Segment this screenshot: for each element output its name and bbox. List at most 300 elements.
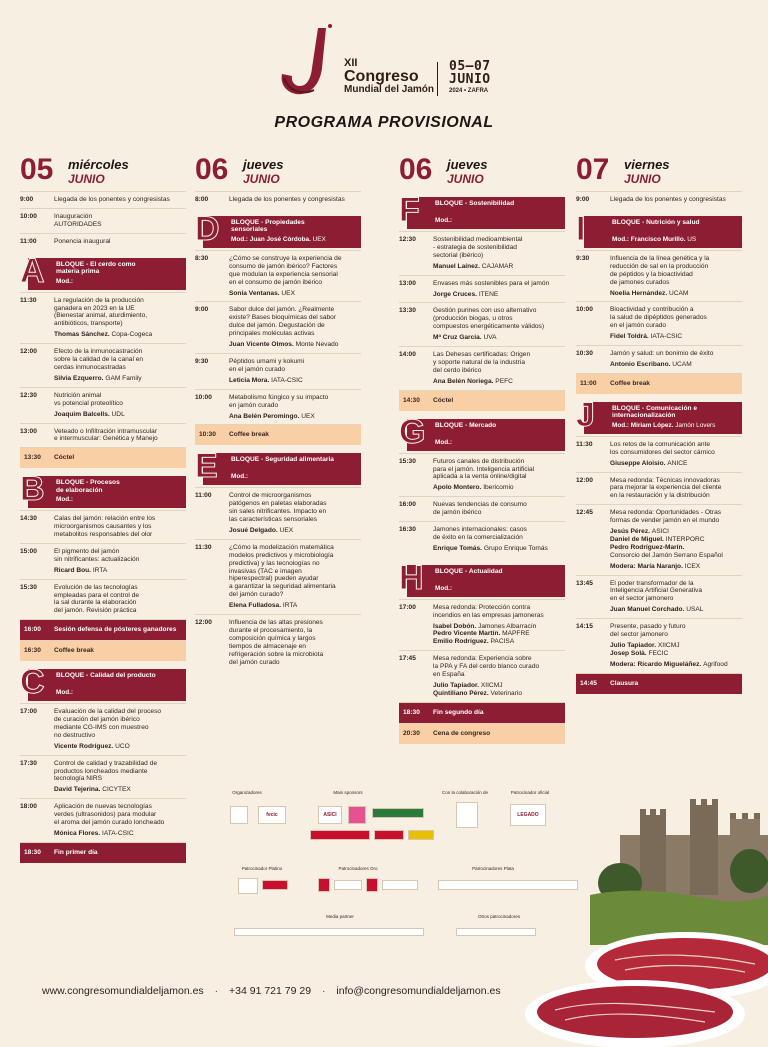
row-title: Jamón y salud: un bonimio de éxito [610, 350, 714, 358]
speaker: Leticia Mora. IATA-CSIC [229, 376, 303, 384]
schedule-row [576, 345, 742, 373]
speaker-extra: Consorcio del Jamón Serrano Español [610, 551, 723, 559]
speaker-org: INTERPORC [665, 535, 705, 543]
block-moderator [56, 279, 182, 285]
speaker: Sonia Ventanas. UEX [229, 289, 295, 297]
row-time: 10:00 [195, 393, 212, 401]
row-title: Bioactividad y contribución a la salud de dipéptidos generados en el jamón curado [610, 306, 707, 330]
schedule-row [576, 301, 742, 345]
row-time: 14:00 [399, 351, 416, 359]
main-sponsor-logo-icon [348, 806, 366, 824]
speaker-org: ASICI [651, 528, 670, 536]
speaker-org: IATA-CSIC [271, 376, 303, 384]
speaker-org: CAJAMAR [481, 262, 514, 270]
row-content [433, 730, 565, 738]
row-time: 16:00 [24, 626, 41, 634]
row-time: 14:30 [20, 515, 37, 523]
schedule-row [20, 387, 186, 423]
day-name: jueves [447, 157, 488, 172]
row-title: Influencia de la línea genética y la reducción de sal en la producción de péptidos y la bioactividad de jamones curados [610, 254, 710, 286]
moderator-name: Mod.: Francisco Murillo. [612, 235, 688, 243]
row-time: 11:00 [20, 237, 37, 245]
row-title: Control de calidad y trazabilidad de productos loncheados mediante tecnología NIRS [54, 759, 157, 783]
row-time: 13:30 [24, 454, 41, 462]
row-content [54, 297, 186, 340]
day-name: jueves [243, 157, 284, 172]
block-moderator [231, 474, 357, 480]
oro-logo-4-icon [382, 880, 418, 890]
row-time: 11:30 [20, 296, 37, 304]
speaker: Juan Manuel Corchado. USAL [610, 606, 704, 614]
row-time: 17:30 [20, 759, 37, 767]
moderator-name: Mod.: Juan José Córdoba. [231, 235, 313, 243]
speaker: Apolo Montero. Ibericomio [433, 484, 514, 492]
speaker: Ricard Bou. IRTA [54, 566, 108, 574]
row-content [610, 255, 742, 298]
schedule-bar [576, 373, 742, 394]
row-time: 12:45 [576, 509, 593, 517]
row-time: 8:30 [195, 254, 209, 262]
schedule-row [399, 650, 565, 702]
row-title: Control de microorganismos patógenos en paletas elaboradas sin sales nitrificantes. Impacto en las características sensoriales [229, 492, 327, 524]
logo-xii: XII [344, 57, 358, 69]
speaker: Josué Delgado. UEX [229, 526, 294, 534]
row-time: 14:30 [403, 396, 420, 404]
speaker-list: Jesús Pérez. ASICI Daniel de Miguel. INTERPORC Pedro Rodríguez-Marín. Consorcio del Jamón Serrano Español [610, 528, 723, 559]
speaker-org: IATA-CSIC [650, 333, 683, 341]
row-time: 18:00 [20, 803, 37, 811]
platino-logo-1-icon [238, 878, 258, 894]
speaker-org: USAL [686, 606, 704, 614]
block-moderator [56, 690, 182, 696]
row-time: 8:00 [195, 196, 209, 203]
schedule-row [20, 423, 186, 448]
schedule-row [399, 346, 565, 390]
row-time: 10:30 [199, 431, 216, 439]
block-letter: A [20, 251, 45, 290]
session-block-j [576, 395, 742, 434]
speaker: Mónica Flores. IATA-CSIC [54, 829, 134, 837]
row-time: 13:30 [399, 307, 416, 315]
schedule-row [576, 504, 742, 574]
schedule-row [576, 575, 742, 619]
speaker-org: XIICMJ [657, 642, 680, 649]
footer-separator-icon: · [214, 985, 219, 997]
row-time: 17:00 [399, 603, 416, 611]
row-title: El poder transformador de la Inteligencia Artificial Generativa en el sector jamonero [610, 579, 702, 603]
row-title: ¿Cómo la modelización matemática modelos predictivos y microbiología predictiva) y las tecnologías no invasivas (TAC e imagen hiperespectral) pueden ayudar a garantizar la seguridad alimentaria del jamón curado? [229, 543, 336, 599]
session-block-i [576, 209, 742, 248]
row-title: Sesión defensa de pósteres ganadores [54, 626, 177, 634]
speaker: Modera: Ricardo Migueláñez. Agrifood [610, 660, 728, 668]
speaker-org: IRTA [92, 566, 108, 574]
day-column-06-a [195, 153, 361, 671]
block-moderator [435, 218, 561, 224]
row-title: Mesa redonda: Experiencia sobre la PPA y FA del cerdo blanco curado en España [433, 655, 540, 679]
row-title: Efecto de la inmunocastración sobre la calidad de la canal en cerdas inmunocastradas [54, 348, 144, 371]
row-time: 10:00 [20, 212, 37, 220]
speaker: Noelia Hernández. UCAM [610, 289, 689, 297]
row-content [229, 544, 361, 610]
row-title: Cena de congreso [433, 729, 491, 737]
row-title: Envases más sostenibles para el jamón [433, 279, 550, 287]
speaker: Mª Cruz García. UVA [433, 334, 497, 342]
media-partner-logos-icon [234, 928, 424, 936]
block-letter: H [399, 558, 424, 597]
row-time: 16:30 [24, 647, 41, 655]
schedule-row [576, 618, 742, 673]
row-content [610, 680, 742, 688]
day-name: viernes [624, 157, 670, 172]
row-time: 16:00 [399, 501, 416, 509]
row-time: 9:00 [195, 306, 209, 314]
row-title: Aplicación de nuevas tecnologías verdes (ultrasonidos) para modular el aroma del jamón curado loncheado [54, 803, 165, 827]
row-title: ¿Cómo se construye la experiencia de consumo de jamón ibérico? Factores que modulan la experiencia sensorial en el consumo de jamón ibérico [229, 254, 342, 286]
day-column-06-b [399, 153, 565, 744]
row-title: Calas del jamón: relación entre los microorganismos causantes y los metabolitos responsables del olor [54, 515, 156, 539]
schedule-row [195, 353, 361, 389]
day-number: 06 [399, 153, 433, 186]
schedule-bar [20, 842, 186, 863]
schedule-row [576, 436, 742, 472]
row-content [229, 394, 361, 421]
schedule-bar [399, 723, 565, 744]
row-title: Ponencia inaugural [54, 237, 111, 245]
moderator-name: Mod.: [231, 473, 249, 481]
website-link[interactable]: www.congresomundialdeljamon.es [42, 985, 204, 997]
label-plata: Patrocinadores Plata [472, 866, 514, 871]
row-title: Fin segundo día [433, 708, 484, 716]
sponsor-banner-logo-icon [310, 830, 370, 840]
row-time: 13:00 [20, 427, 37, 435]
date-month: JUNIO [449, 72, 491, 87]
session-block-b [20, 470, 186, 509]
label-patrocinador-oficial: Patrocinador oficial [510, 790, 550, 795]
row-content [54, 760, 186, 795]
speaker-org: UCO [115, 742, 130, 750]
session-block-g [399, 412, 565, 451]
block-letter: G [399, 412, 426, 451]
block-moderator: Mod.: Miriam López. Jamón Lovers [612, 421, 716, 429]
row-title: Llegada de los ponentes y congresistas [610, 196, 726, 203]
speaker: Elena Fulladosa. IRTA [229, 602, 298, 610]
schedule-bar [576, 673, 742, 694]
day-header [399, 153, 565, 189]
speaker-org: PACISA [490, 638, 515, 646]
row-title: Jamones internacionales: casos de éxito en la comercialización [433, 526, 527, 541]
schedule-row [195, 301, 361, 353]
speaker-org: XIICMJ [480, 682, 503, 689]
row-time: 18:30 [24, 848, 41, 856]
schedule-row [195, 191, 361, 208]
speaker-org: UEX [279, 526, 294, 534]
session-block-a [20, 251, 186, 290]
row-title: La regulación de la producción ganadera en 2023 en la UE (Bienestar animal, aturdimiento, antibióticos, transporte) [54, 296, 148, 328]
row-time: 15:30 [399, 457, 416, 465]
schedule-row [20, 755, 186, 799]
row-content [229, 196, 361, 204]
row-time: 9:00 [20, 196, 34, 203]
moderator-name: Mod.: [56, 496, 74, 504]
schedule-row [195, 487, 361, 539]
schedule-row [399, 231, 565, 275]
row-time: 9:30 [195, 357, 209, 365]
schedule-row [399, 521, 565, 557]
castle-illustration-icon [590, 795, 768, 945]
row-time: 9:30 [576, 254, 590, 262]
row-content [54, 454, 186, 462]
session-block-e [195, 447, 361, 486]
row-time: 15:30 [20, 583, 37, 591]
schedule-row [399, 302, 565, 346]
date-year-place: 2024 • ZAFRA [449, 88, 489, 94]
row-time: 12:30 [20, 391, 37, 399]
row-content [610, 306, 742, 341]
row-time: 11:00 [195, 492, 212, 500]
session-block-d [195, 209, 361, 248]
row-time: 11:00 [580, 379, 597, 387]
row-title: Sabor dulce del jamón. ¿Realmente existe? Bases bioquímicas del sabor dulce del jamón. Degustación de principales moléculas activas [229, 306, 337, 338]
day-number: 05 [20, 153, 54, 186]
organizer-logo-icon [230, 806, 248, 824]
row-title: Coffee break [54, 647, 94, 655]
row-content [433, 604, 565, 647]
speaker: Ana Belén Peromingo. UEX [229, 412, 315, 420]
day-header [576, 153, 742, 189]
oro-logo-1-icon [318, 878, 330, 892]
label-colaboracion: Con la colaboración de [441, 790, 489, 795]
speaker: Joaquim Balcells. UDL [54, 410, 125, 418]
moderator-name: Mod.: [56, 277, 74, 285]
row-content [433, 655, 565, 698]
schedule-row [576, 250, 742, 302]
row-content [229, 306, 361, 349]
row-content [433, 458, 565, 493]
speaker-org: UEX [281, 289, 295, 297]
row-time: 15:00 [20, 547, 37, 555]
speaker-org: Monte Nevado [295, 341, 339, 349]
block-letter: B [20, 470, 45, 509]
row-content [229, 431, 361, 439]
block-moderator: Mod.: Juan José Córdoba. UEX [231, 235, 326, 243]
row-content [229, 619, 361, 666]
schedule-row [20, 208, 186, 233]
row-content [433, 397, 565, 405]
row-title: Fin primer día [54, 848, 98, 856]
day-month: JUNIO [447, 172, 484, 186]
block-letter: E [195, 447, 218, 486]
schedule-bar [20, 447, 186, 468]
moderator-name: Mod.: [435, 584, 453, 592]
schedule-row [576, 191, 742, 208]
row-title: Influencia de las altas presiones durante el procesamiento, la composición química y largos tiempos de almacenaje en refrigeración sobre la microbiota del jamón curado [229, 619, 324, 666]
speaker: Jorge Cruces. ITENE [433, 290, 499, 298]
session-block-c [20, 663, 186, 702]
schedule-row [20, 543, 186, 579]
row-title: Veteado o Infiltración intramuscular e intermuscular: Genética y Manejo [54, 427, 158, 443]
block-title: BLOQUE - Comunicación e internacionalización [612, 404, 697, 420]
speaker: David Tejerina. CICYTEX [54, 786, 131, 794]
row-title: Las Dehesas certificadas: Origen y soporte natural de la industria del cerdo ibérico [433, 351, 531, 374]
row-content [433, 709, 565, 717]
row-content [229, 492, 361, 535]
sponsors-area [218, 790, 588, 950]
row-title: Evolución de las tecnologías empleadas para el control de la sal durante la elaboración del jamón. Revisión práctica [54, 583, 140, 615]
row-title: Evaluación de la calidad del proceso de curación del jamón ibérico mediante CG-IMS con muestreo no destructivo [54, 708, 162, 739]
schedule-row [195, 389, 361, 425]
row-title: Coffee break [610, 379, 650, 387]
day-name: miércoles [68, 157, 129, 172]
row-time: 14:45 [580, 679, 597, 687]
row-time: 11:30 [576, 440, 593, 448]
speaker-org: Copa-Cogeca [111, 331, 153, 339]
label-otros: Otros patrocinadores [477, 914, 521, 919]
row-title: Cóctel [433, 396, 454, 404]
block-title: BLOQUE - El cerdo como materia prima [56, 260, 136, 276]
row-content [54, 515, 186, 539]
row-title: Mesa redonda: Protección contra incendios en las empresas jamoneras [433, 603, 544, 619]
row-content [54, 392, 186, 419]
speaker: Ana Belén Noriega. PEFC [433, 377, 513, 385]
row-content [610, 580, 742, 615]
row-content [54, 428, 186, 444]
row-time: 13:00 [399, 279, 416, 287]
speaker: Enrique Tomás. Grupo Enrique Tomás [433, 544, 548, 552]
moderator-name: Mod.: Miriam López. [612, 421, 676, 429]
zafra-logo-icon [456, 802, 478, 828]
block-title: BLOQUE - Calidad del producto [56, 672, 156, 680]
platino-logo-2-icon [262, 880, 288, 890]
row-content [54, 238, 186, 246]
asici-logo: ASICI [318, 806, 342, 824]
row-time: 9:00 [576, 196, 590, 203]
block-title: BLOQUE - Actualidad [435, 567, 503, 575]
row-content [610, 623, 742, 669]
day-header [195, 153, 361, 189]
schedule-row [20, 703, 186, 755]
junta-extremadura-logo-icon [372, 808, 424, 818]
logo-mundial: Mundial del Jamón [344, 84, 435, 95]
row-time: 17:45 [399, 655, 416, 663]
schedule-row [20, 191, 186, 208]
day-column-05 [20, 153, 186, 863]
speaker-org: ICEX [684, 562, 701, 570]
row-content [54, 548, 186, 575]
row-time: 17:00 [20, 708, 37, 716]
row-title: Metabolismo fúngico y su impacto en jamón curado [229, 393, 329, 409]
block-title: BLOQUE - Nutrición y salud [612, 218, 700, 226]
schedule-row [195, 250, 361, 302]
speaker: Fidel Toldrá. IATA-CSIC [610, 333, 683, 341]
row-time: 10:00 [576, 306, 593, 314]
oro-logo-2-icon [334, 880, 362, 890]
schedule-row [20, 579, 186, 620]
speaker-org: IATA-CSIC [102, 829, 134, 837]
moderator-name: Mod.: [56, 689, 74, 697]
plata-logos-icon [438, 880, 578, 890]
row-time: 18:30 [403, 708, 420, 716]
row-content [229, 255, 361, 298]
row-content [610, 441, 742, 468]
speaker: Vicente Rodríguez. UCO [54, 742, 130, 750]
row-content [54, 849, 186, 857]
row-content [433, 236, 565, 271]
row-content [610, 509, 742, 570]
row-title: Presente, pasado y futuro del sector jamonero [610, 623, 686, 639]
schedule-row [399, 275, 565, 303]
moderator-name: Mod.: [435, 438, 453, 446]
row-title: Nutrición animal vs potencial proteolítico [54, 391, 123, 407]
label-organizadores: Organizadores [232, 790, 262, 795]
row-title: Inauguración AUTORIDADES [54, 212, 102, 228]
row-content [433, 526, 565, 553]
row-time: 12:00 [20, 348, 37, 356]
row-content [54, 803, 186, 838]
row-title: Coffee break [229, 431, 269, 439]
logo-divider [437, 62, 438, 96]
speaker-org: UEX [301, 412, 315, 420]
row-content [54, 626, 186, 634]
email-link[interactable]: info@congresomundialdeljamon.es [336, 985, 501, 997]
event-date [449, 60, 491, 94]
day-month: JUNIO [624, 172, 661, 186]
row-title: Gestión purines con uso alternativo (producción biogas, u otros compuestos energéticamente válidos) [433, 307, 545, 331]
block-letter: I [576, 209, 586, 248]
row-title: Futuros canales de distribución para el jamón. Inteligencia artificial aplicada a la venta online/digital [433, 457, 535, 481]
day-month: JUNIO [243, 172, 280, 186]
phone-number[interactable]: +34 91 721 79 29 [229, 985, 312, 997]
speaker: Thomas Sánchez. Copa-Cogeca [54, 331, 153, 339]
fecic-logo: fecic [258, 806, 286, 824]
row-time: 13:45 [576, 579, 593, 587]
block-moderator [435, 586, 561, 592]
speaker-list: Julio Tapiador. XIICMJ Josep Solà. FECIC [610, 642, 680, 657]
logo-text [344, 58, 434, 95]
speaker-org: FECIC [648, 649, 669, 657]
row-title: Sostenibilidad medioambiental - estrategia de sostenibilidad sectorial (ibérico) [433, 236, 523, 259]
row-time: 20:30 [403, 729, 420, 737]
schedule-row [399, 599, 565, 651]
label-media-partner: Media partner [326, 914, 354, 919]
legado-logo: LEGADO [510, 804, 546, 826]
block-letter: C [20, 663, 45, 702]
schedule-bar [20, 640, 186, 661]
row-content [433, 501, 565, 517]
schedule-bar [399, 390, 565, 411]
row-content [433, 280, 565, 299]
block-moderator [56, 497, 182, 503]
row-content [54, 196, 186, 204]
row-content [610, 196, 742, 204]
page-title: PROGRAMA PROVISIONAL [274, 114, 494, 131]
row-content [610, 380, 742, 388]
session-block-h [399, 558, 565, 597]
row-time: 16:30 [399, 526, 416, 534]
row-content [433, 351, 565, 386]
speaker-org: IRTA [282, 602, 298, 610]
speaker-org: UCAM [669, 289, 689, 297]
schedule-row [576, 472, 742, 505]
label-oro: Patrocinadores Oro [338, 866, 378, 871]
moderator-name: Mod.: [435, 217, 453, 224]
row-time: 14:15 [576, 623, 593, 631]
day-number: 07 [576, 153, 610, 186]
block-title: BLOQUE - Propiedades sensoriales [231, 218, 305, 234]
speaker: Modera: María Naranjo. ICEX [610, 562, 701, 570]
row-time: 12:30 [399, 236, 416, 243]
label-platino: Patrocinador Platino [241, 866, 283, 871]
row-content [229, 358, 361, 385]
